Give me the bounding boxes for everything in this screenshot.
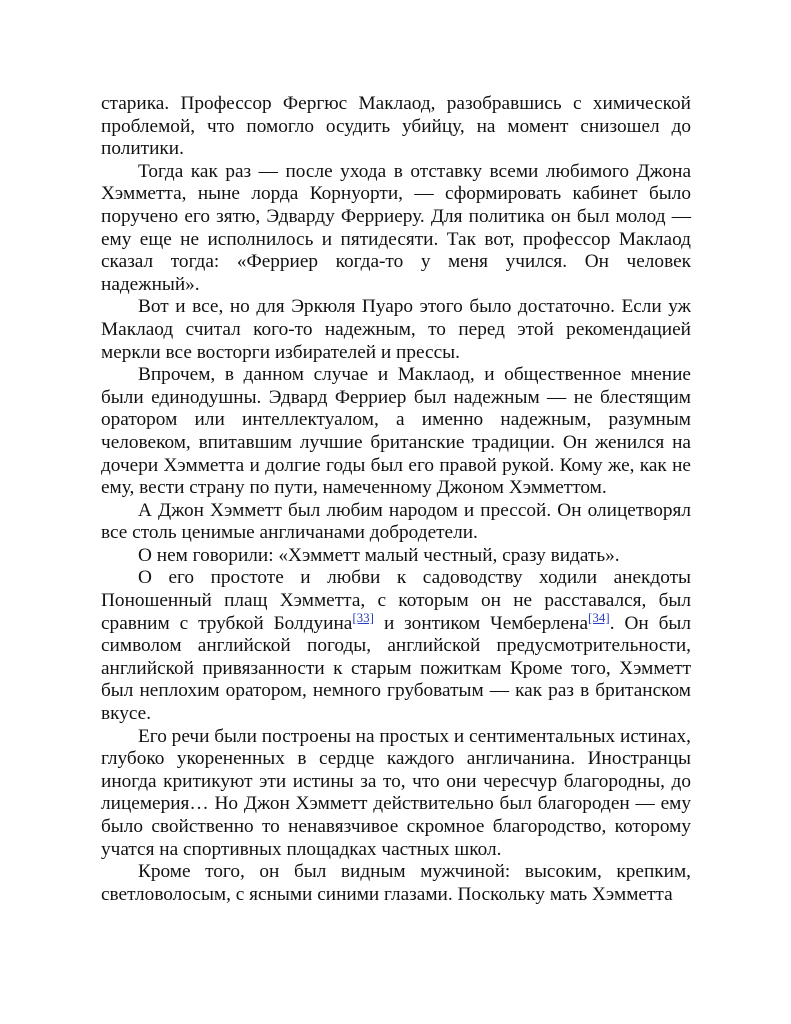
footnote-link[interactable]: [34]	[588, 609, 610, 625]
paragraph-text: Вот и все, но для Эркюля Пуаро этого было достаточно. Если уж Маклаод считал кого-то надежным, то перед этой рекомендацией меркли все восторги избирателей и прессы.	[101, 296, 691, 363]
paragraph-text: О его простоте и любви к садоводству ходили анекдоты Поношенный плащ Хэмметта, с которым он не расставался, был сравним с трубкой Болдуина	[101, 567, 691, 634]
paragraph	[101, 726, 691, 862]
paragraph-text: старика. Профессор Фергюс Маклаод, разобравшись с химической проблемой, что помогло осудить убийцу, на момент снизошел до политики.	[101, 93, 691, 160]
paragraph	[101, 296, 691, 364]
paragraph-text: Его речи были построены на простых и сентиментальных истинах, глубоко укорененных в сердце каждого англичанина. Иностранцы иногда критикуют эти истины за то, что они чересчур благородны, до лицемерия… Но Джон Хэмметт действительно был благороден — ему было свойственно то ненавязчивое скромное благородство, которому учатся на спортивных площадках частных школ.	[101, 725, 691, 860]
paragraph	[101, 567, 691, 725]
paragraph-text: и зонтиком Чемберлена	[374, 612, 589, 634]
paragraph	[101, 861, 691, 906]
paragraph	[101, 500, 691, 545]
paragraph-text: . Он был символом английской погоды, английской предусмотрительности, английской привязанности к старым пожиткам Кроме того, Хэмметт был неплохим оратором, немного грубоватым — как раз в британском вкусе.	[101, 612, 691, 725]
paragraph-text: О нем говорили: «Хэмметт малый честный, сразу видать».	[138, 544, 620, 566]
paragraph-text: А Джон Хэмметт был любим народом и прессой. Он олицетворял все столь ценимые англичанами добродетели.	[101, 499, 691, 544]
paragraph-text: Кроме того, он был видным мужчиной: высоким, крепким, светловолосым, с ясными синими глазами. Поскольку мать Хэмметта	[101, 861, 691, 905]
paragraph	[101, 161, 691, 297]
document-body	[101, 93, 691, 906]
paragraph-text: Тогда как раз — после ухода в отставку всеми любимого Джона Хэмметта, ныне лорда Корнуорти, — сформировать кабинет было поручено его зятю, Эдварду Ферриеру. Для политика он был молод — ему еще не исполнилось и пятидесяти. Так вот, профессор Маклаод сказал тогда: «Ферриер когда-то у меня учился. Он человек надежный».	[101, 160, 691, 295]
paragraph	[101, 93, 691, 161]
paragraph	[101, 545, 691, 568]
paragraph	[101, 364, 691, 500]
footnote-link[interactable]: [33]	[352, 609, 375, 625]
paragraph-text: Впрочем, в данном случае и Маклаод, и общественное мнение были единодушны. Эдвард Ферриер был надежным — не блестящим оратором или интеллектуалом, а именно надежным, разумным человеком, впитавшим лучшие британские традиции. Он женился на дочери Хэмметта и долгие годы был его правой рукой. Кому же, как не ему, вести страну по пути, намеченному Джоном Хэмметтом.	[101, 364, 691, 499]
